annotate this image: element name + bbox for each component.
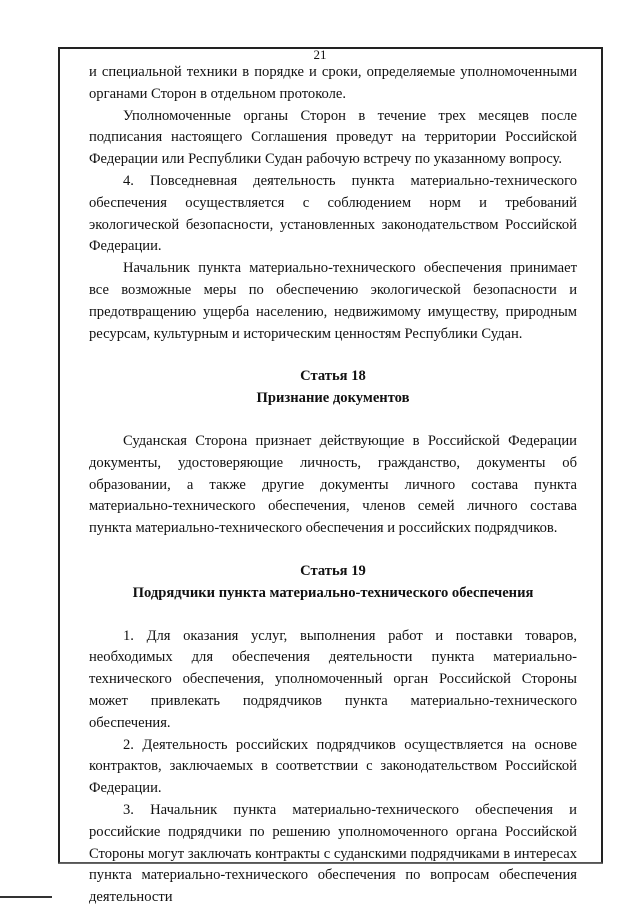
paragraph-continuation: и специальной техники в порядке и сроки, определяемые уполномоченными органами Сторон в отдельном протоколе. [89,64,577,102]
paragraph: 1. Для оказания услуг, выполнения работ и поставки товаров, необходимых для обеспечения деятельности пункта материально-технического обеспечения, уполномоченный орган Российской Стороны может привлекать подрядчиков пункта материально-технического обеспечения. [89,627,577,731]
paragraph: 3. Начальник пункта материально-технического обеспечения и российские подрядчики по решению уполномоченного органа Российской Стороны могут заключать контракты с суданскими подрядчиками в интересах пункта материально-технического обеспечения по вопросам обеспечения деятельности [89,801,577,906]
paragraph: 4. Повседневная деятельность пункта материально-технического обеспечения осуществляется с соблюдением норм и требований экологической безопасности, установленных законодательством Российской Федерации. [89,172,577,255]
document-body [89,62,577,909]
article-19-title: Подрядчики пункта материально-технического обеспечения [132,584,534,601]
paragraph: Суданская Сторона признает действующие в Российской Федерации документы, удостоверяющие личность, гражданство, документы об образовании, а также другие документы личного состава пункта материально-технического обеспечения, членов семей личного состава пункта материально-технического обеспечения и российских подрядчиков. [89,432,577,537]
article-18-number: Статья 18 [300,368,366,385]
page-number: 21 [313,47,327,62]
paragraph: Начальник пункта материально-технического обеспечения принимает все возможные меры по обеспечению экологической безопасности и предотвращению ущерба населению, недвижимому имуществу, природным ресурсам, культурным и историческим ценностям Республики Судан. [89,260,577,342]
article-19-number: Статья 19 [300,562,366,579]
paragraph: 2. Деятельность российских подрядчиков осуществляется на основе контрактов, заключаемых в соответствии с законодательством Российской Федерации. [89,736,577,797]
article-18-title: Признание документов [256,390,410,407]
scan-edge-mark [0,896,52,898]
paragraph: Уполномоченные органы Сторон в течение трех месяцев после подписания настоящего Соглашения проведут на территории Российской Федерации или Республики Судан рабочую встречу по указанному вопросу. [89,107,577,168]
